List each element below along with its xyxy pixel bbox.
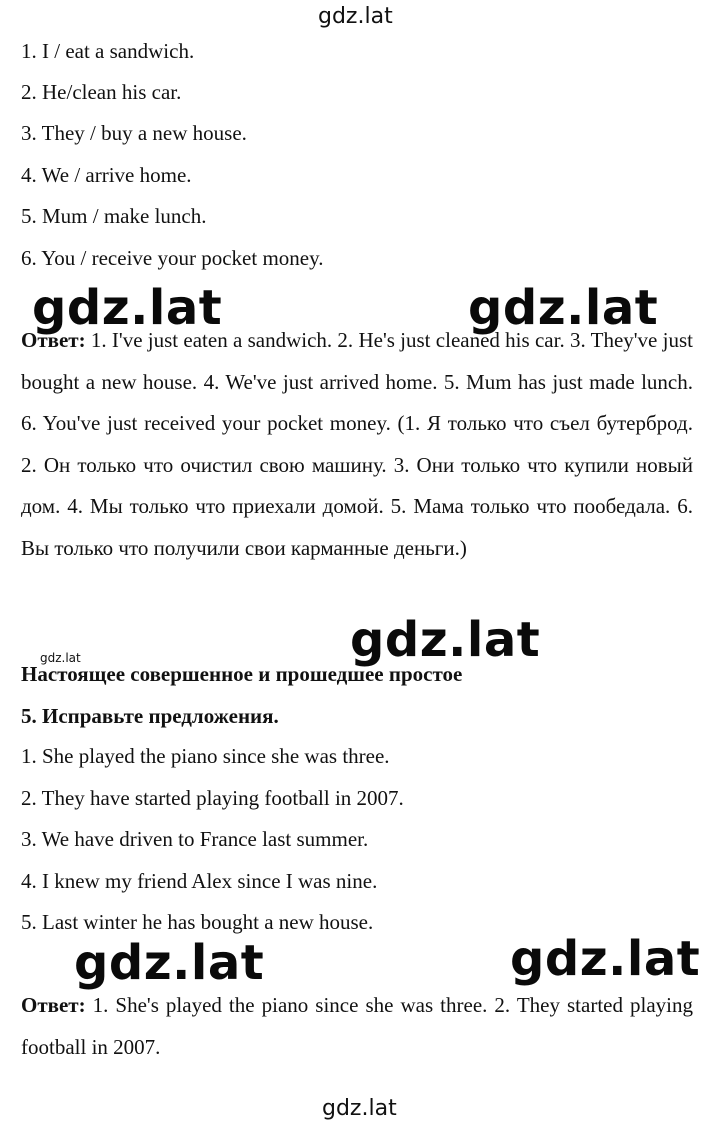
watermark-big: gdz.lat — [468, 280, 659, 336]
answer-text: 1. She's played the piano since she was three. 2. They started playing football in 2007. — [21, 993, 693, 1059]
watermark-top: gdz.lat — [318, 4, 393, 29]
list-item: 2. They have started playing football in 2007. — [21, 786, 404, 810]
list-item: 4. We / arrive home. — [21, 163, 192, 187]
section-heading: Настоящее совершенное и прошедшее простое — [21, 662, 463, 686]
exercise5-answer — [21, 985, 693, 1068]
watermark-big: gdz.lat — [510, 931, 701, 987]
exercise5-title: 5. Исправьте предложения. — [21, 704, 279, 728]
watermark-big: gdz.lat — [350, 612, 541, 668]
list-item: 5. Last winter he has bought a new house. — [21, 910, 374, 934]
watermark-big: gdz.lat — [32, 280, 223, 336]
answer-text: 1. I've just eaten a sandwich. 2. He's just cleaned his car. 3. They've just bought a new house. 4. We've just arrived home. 5. Mum has just made lunch. 6. You've just received your pocket money. (1. Я только что съел бутерброд. 2. Он только что очистил свою машину. 3. Они только что купили новый дом. 4. Мы только что приехали домой. 5. Мама только что пообедала. 6. Вы только что получили свои карманные деньги.) — [21, 328, 693, 560]
list-item: 4. I knew my friend Alex since I was nine. — [21, 869, 378, 893]
watermark-big: gdz.lat — [74, 935, 265, 991]
list-item: 1. She played the piano since she was three. — [21, 744, 390, 768]
answer-label: Ответ: — [21, 993, 86, 1017]
watermark-small: gdz.lat — [40, 651, 81, 665]
list-item: 3. We have driven to France last summer. — [21, 827, 369, 851]
list-item: 1. I / eat a sandwich. — [21, 39, 195, 63]
exercise4-answer — [21, 320, 693, 569]
list-item: 6. You / receive your pocket money. — [21, 246, 324, 270]
watermark-bottom: gdz.lat — [322, 1096, 397, 1121]
list-item: 3. They / buy a new house. — [21, 121, 247, 145]
list-item: 5. Mum / make lunch. — [21, 204, 207, 228]
answer-label: Ответ: — [21, 328, 86, 352]
list-item: 2. He/clean his car. — [21, 80, 182, 104]
